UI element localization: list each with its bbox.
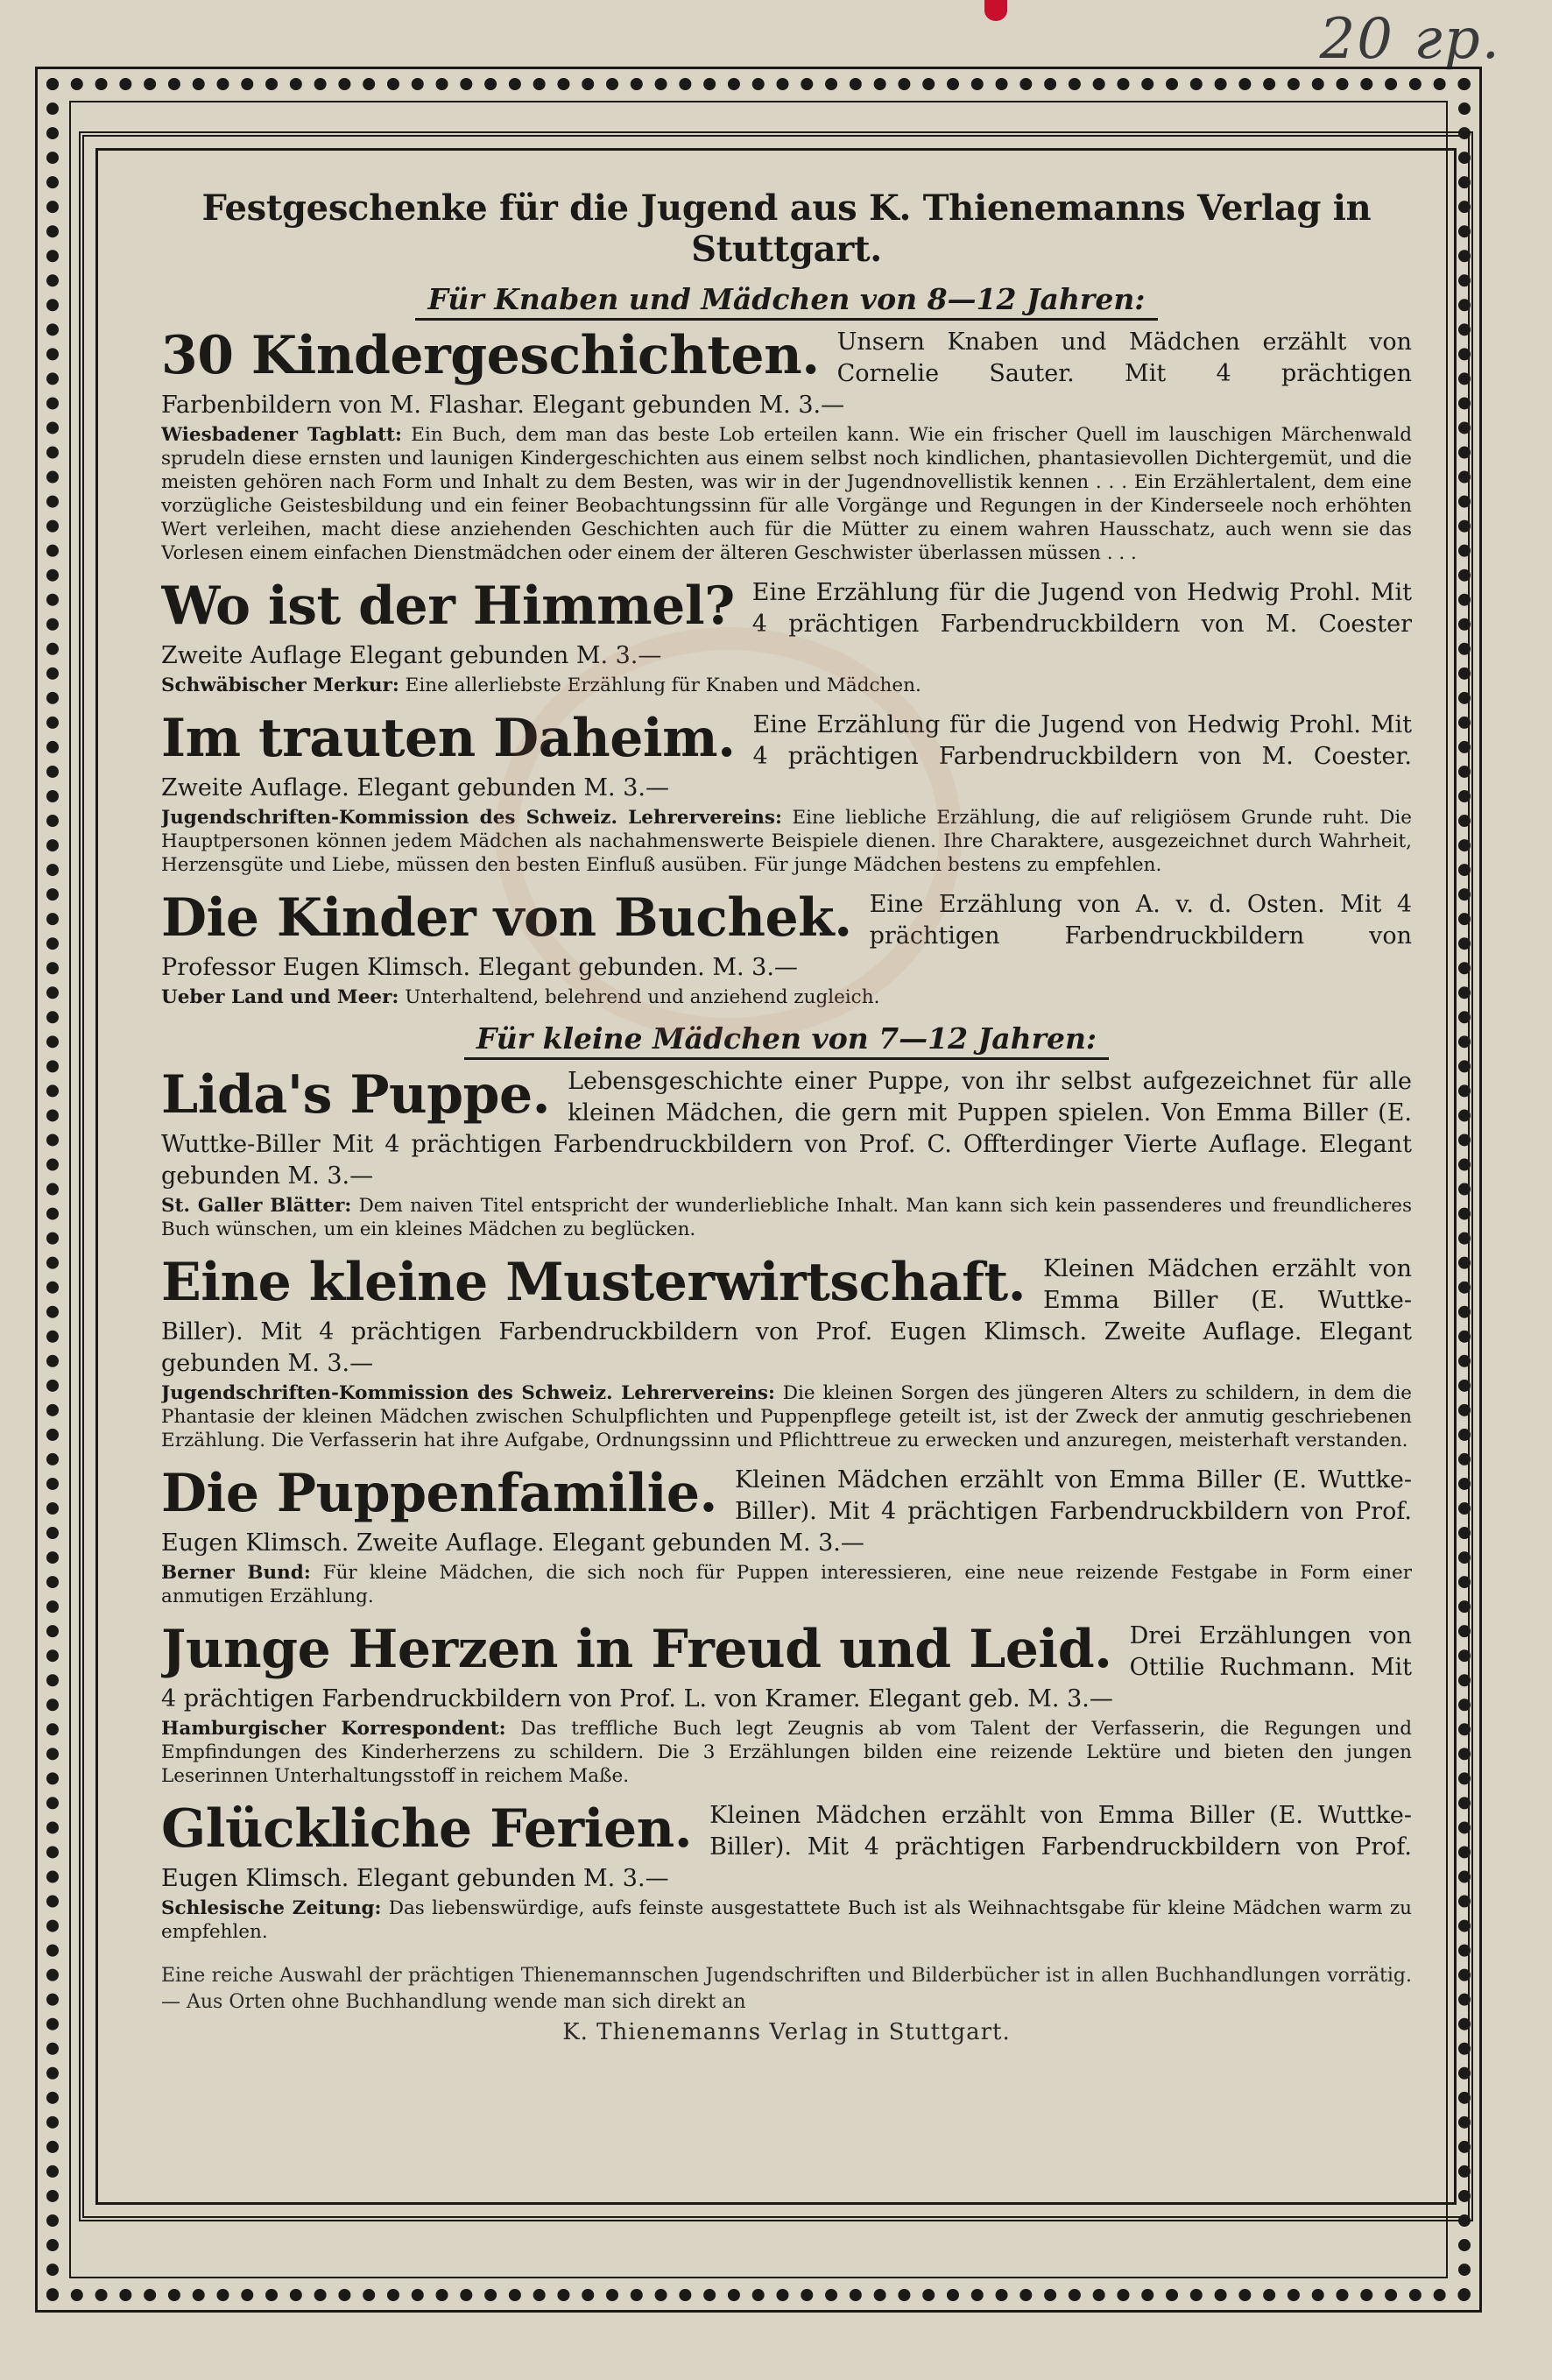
book-description: Eine Erzählung für die Jugend von Hedwig Prohl. Mit 4 prächtigen Farbendruckbildern von M. Coester. Zweite Auflage. Elegant gebunden M. 3.—: [161, 711, 1412, 802]
book-entry: [161, 710, 1412, 877]
book-list-1: [161, 327, 1412, 1009]
review-text: Die kleinen Sorgen des jüngeren Alters zu schildern, in dem die Phantasie der kleinen Mädchen zwischen Schulpflichten und Puppenpflege geteilt ist, ist der Zweck der anmutig geschriebenen Erzählung. Die Verfasserin hat ihre Aufgabe, Ordnungssinn und Pflichttreue zu erwecken und anzuregen, meisterhaft verstanden.: [161, 1382, 1412, 1451]
book-description: Eine Erzählung für die Jugend von Hedwig Prohl. Mit 4 prächtigen Farbendruckbildern von M. Coester Zweite Auflage Elegant gebunden M. 3.—: [161, 579, 1412, 669]
book-list-2: [161, 1066, 1412, 1944]
book-entry: [161, 1621, 1412, 1788]
review-text: Eine liebliche Erzählung, die auf religiösem Grunde ruht. Die Hauptpersonen können jedem Mädchen als nachahmenswerte Beispiele dienen. Ihre Charaktere, ausgezeichnet durch Wahrheit, Herzensgüte und Liebe, müssen den besten Einfluß ausüben. Für junge Mädchen bestens zu empfehlen.: [161, 807, 1412, 876]
book-entry: [161, 1465, 1412, 1608]
review-text: Für kleine Mädchen, die sich noch für Puppen interessieren, eine neue reizende Festgabe in Form einer anmutigen Erzählung.: [161, 1562, 1412, 1607]
review-source: Schlesische Zeitung:: [161, 1897, 382, 1919]
book-description: Drei Erzählungen von Ottilie Ruchmann. Mit 4 prächtigen Farbendruckbildern von Prof. L. von Kramer. Elegant geb. M. 3.—: [161, 1622, 1412, 1713]
book-title: Wo ist der Himmel?: [161, 577, 735, 637]
book-description: Unsern Knaben und Mädchen erzählt von Cornelie Sauter. Mit 4 prächtigen Farbenbildern von M. Flashar. Elegant gebunden M. 3.—: [161, 328, 1412, 419]
review-source: Wiesbadener Tagblatt:: [161, 424, 402, 446]
book-entry: [161, 327, 1412, 565]
red-wax-mark: [984, 0, 1007, 21]
review-source: St. Galler Blätter:: [161, 1195, 352, 1217]
section-heading-text: Für kleine Mädchen von 7—12 Jahren:: [464, 1021, 1109, 1060]
footer-publisher: K. Thienemanns Verlag in Stuttgart.: [562, 2019, 1011, 2045]
book-review: [161, 1192, 1412, 1241]
review-source: Jugendschriften-Kommission des Schweiz. Lehrervereins:: [161, 1382, 775, 1404]
book-title: Die Puppenfamilie.: [161, 1465, 717, 1524]
review-text: Ein Buch, dem man das beste Lob erteilen kann. Wie ein frischer Quell im lauschigen Märchenwald sprudeln diese ernsten und launigen Kindergeschichten aus einem selbst noch kindlichen, phantasievollen Dichtergemüt, und die meisten gehören nach Form und Inhalt zu dem Besten, was wir in der Jugendnovellistik kennen . . . Ein Erzählertalent, dem eine vorzügliche Geistesbildung und ein feiner Beobachtungssinn für alle Vorgänge und Regungen in der Kinderseele noch erhöhten Wert verleihen, macht diese anziehenden Geschichten auch für die Mütter zu einem wahren Hausschatz, auch wenn sie das Vorlesen einem einfachen Dienstmädchen oder einem der älteren Geschwister überlassen müssen . . .: [161, 424, 1412, 564]
footer-note: [161, 1963, 1412, 2045]
section-heading-text: Für Knaben und Mädchen von 8—12 Jahren:: [415, 282, 1157, 321]
review-text: Dem naiven Titel entspricht der wunderliebliche Inhalt. Man kann sich kein passenderes und freundlicheres Buch wünschen, um ein kleines Mädchen zu beglücken.: [161, 1195, 1412, 1240]
book-review: [161, 1559, 1412, 1608]
review-text: Das liebenswürdige, aufs feinste ausgestattete Buch ist als Weihnachtsgabe für kleine Mädchen warm zu empfehlen.: [161, 1897, 1412, 1943]
book-description: Kleinen Mädchen erzählt von Emma Biller (E. Wuttke-Biller). Mit 4 prächtigen Farbendruckbildern von Prof. Eugen Klimsch. Zweite Auflage. Elegant gebunden M. 3.—: [161, 1466, 1412, 1557]
section-heading-boys-girls: [161, 282, 1412, 316]
book-description: Eine Erzählung von A. v. d. Osten. Mit 4 prächtigen Farbendruckbildern von Professor Eugen Klimsch. Elegant gebunden. M. 3.—: [161, 891, 1412, 981]
book-review: [161, 1715, 1412, 1788]
handwritten-note: 20 гр.: [1319, 7, 1501, 72]
footer-text: Eine reiche Auswahl der prächtigen Thienemannschen Jugendschriften und Bilderbücher ist in allen Buchhandlungen vorrätig. — Aus Orten ohne Buchhandlung wende man sich direkt an: [161, 1965, 1412, 2013]
page-title: Festgeschenke für die Jugend aus K. Thienemanns Verlag in Stuttgart.: [201, 187, 1372, 270]
book-entry: [161, 1800, 1412, 1944]
book-title: Eine kleine Musterwirtschaft.: [161, 1254, 1026, 1313]
review-text: Unterhaltend, belehrend und anziehend zugleich.: [405, 986, 880, 1008]
book-description: Lebensgeschichte einer Puppe, von ihr selbst aufgezeichnet für alle kleinen Mädchen, die gern mit Puppen spielen. Von Emma Biller (E. Wuttke-Biller Mit 4 prächtigen Farbendruckbildern von Prof. C. Offterdinger Vierte Auflage. Elegant gebunden M. 3.—: [161, 1068, 1412, 1190]
book-review: [161, 421, 1412, 565]
review-text: Das treffliche Buch legt Zeugnis ab vom Talent der Verfasserin, die Regungen und Empfindungen des Kinderherzens zu schildern. Die 3 Erzählungen bilden eine reizende Lektüre und bieten den jungen Leserinnen Unterhaltungsstoff in reichem Maße.: [161, 1718, 1412, 1787]
book-entry: [161, 577, 1412, 697]
book-title: 30 Kindergeschichten.: [161, 327, 820, 386]
book-review: [161, 672, 1412, 697]
book-entry: [161, 1066, 1412, 1241]
book-entry: [161, 1254, 1412, 1452]
review-source: Berner Bund:: [161, 1562, 311, 1584]
book-review: [161, 1380, 1412, 1452]
book-description: Kleinen Mädchen erzählt von Emma Biller (E. Wuttke-Biller). Mit 4 prächtigen Farbendruckbildern von Prof. Eugen Klimsch. Elegant gebunden M. 3.—: [161, 1802, 1412, 1892]
review-source: Ueber Land und Meer:: [161, 986, 399, 1008]
book-review: [161, 804, 1412, 877]
advertisement-frame: [79, 131, 1473, 2221]
book-title: Im trauten Daheim.: [161, 710, 736, 769]
review-source: Schwäbischer Merkur:: [161, 674, 399, 696]
book-title: Junge Herzen in Freud und Leid.: [161, 1621, 1112, 1680]
book-title: Lida's Puppe.: [161, 1066, 551, 1126]
review-text: Eine allerliebste Erzählung für Knaben und Mädchen.: [405, 674, 921, 696]
review-source: Jugendschriften-Kommission des Schweiz. Lehrervereins:: [161, 807, 782, 829]
book-title: Die Kinder von Buchek.: [161, 889, 852, 949]
book-review: [161, 984, 1412, 1009]
section-heading-little-girls: [161, 1021, 1412, 1056]
book-title: Glückliche Ferien.: [161, 1800, 693, 1860]
review-source: Hamburgischer Korrespondent:: [161, 1718, 506, 1740]
book-review: [161, 1895, 1412, 1944]
book-description: Kleinen Mädchen erzählt von Emma Biller (E. Wuttke-Biller). Mit 4 prächtigen Farbendruckbildern von Prof. Eugen Klimsch. Zweite Auflage. Elegant gebunden M. 3.—: [161, 1255, 1412, 1377]
book-entry: [161, 889, 1412, 1009]
